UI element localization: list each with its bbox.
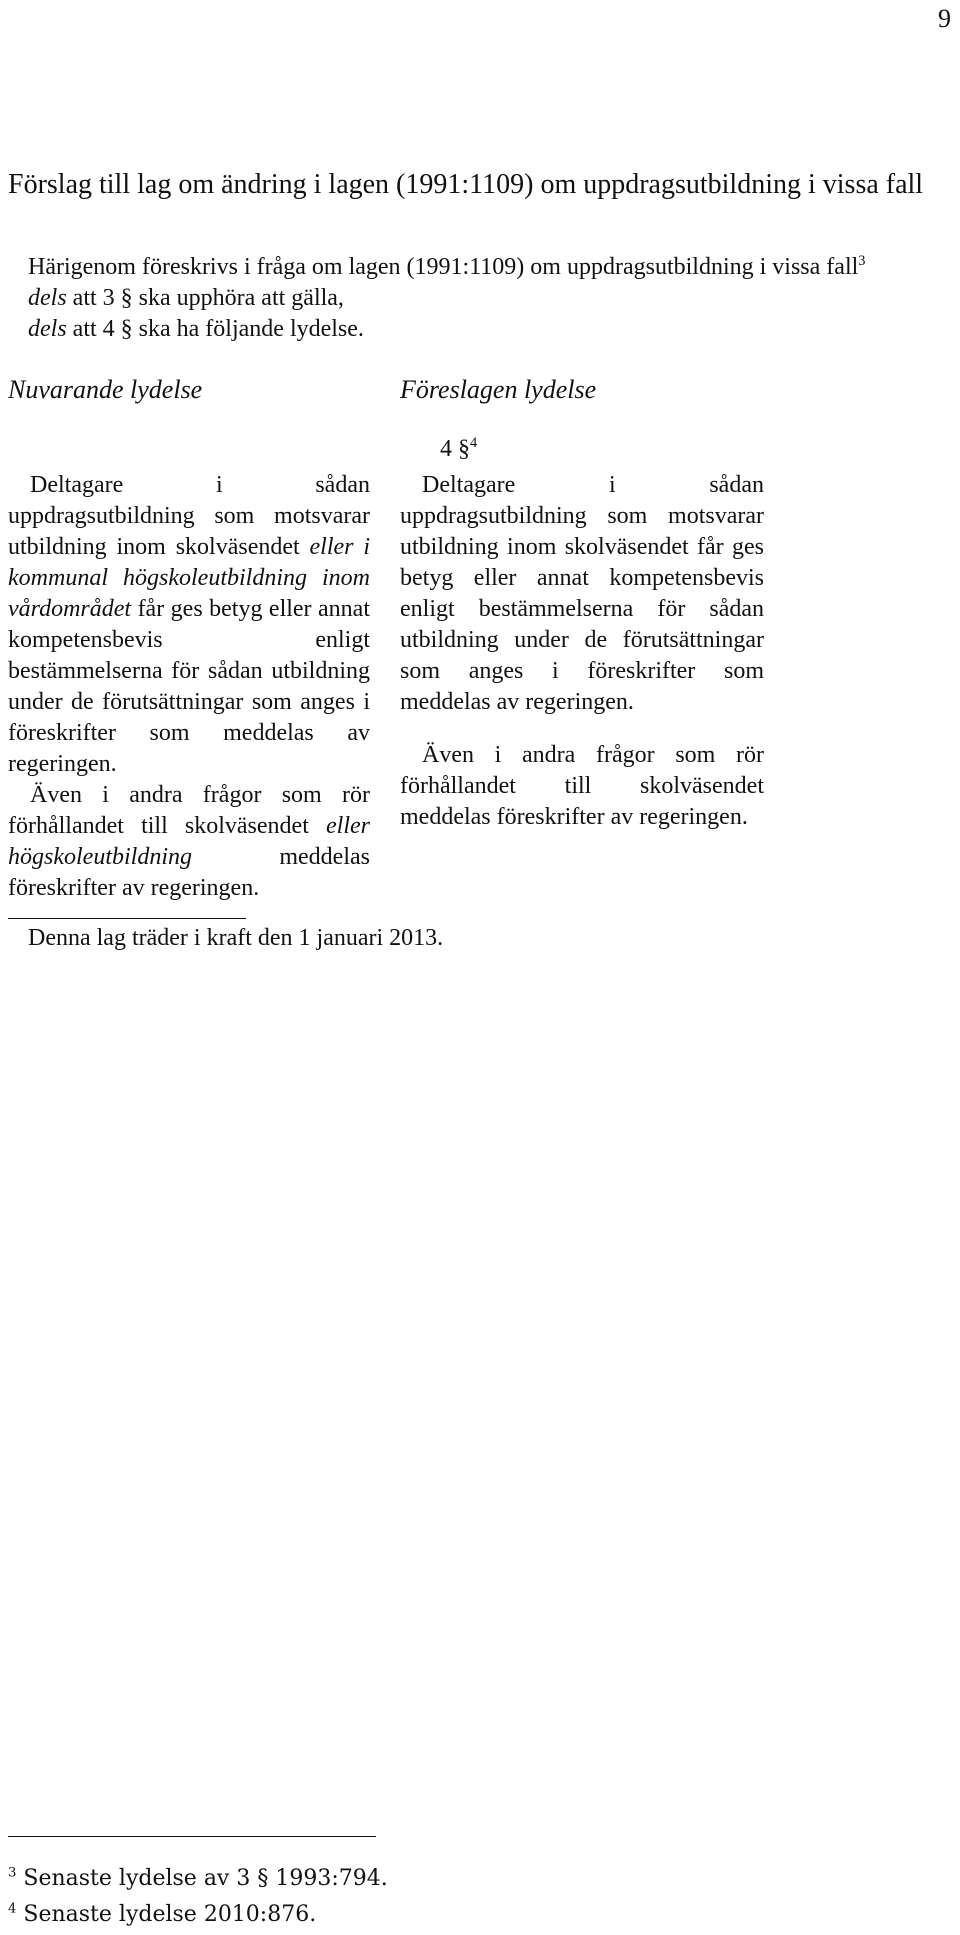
document-title: Förslag till lag om ändring i lagen (1991:1109) om uppdragsutbildning i vissa fall xyxy=(8,169,924,200)
intro-line-3 xyxy=(8,314,938,345)
intro xyxy=(8,252,938,345)
current-wording-column xyxy=(8,470,370,904)
footnote-3-text: Senaste lydelse av 3 § 1993:794. xyxy=(23,1866,388,1891)
intro-line-3-text: att 4 § ska ha följande lydelse. xyxy=(66,316,364,342)
intro-line-1-text: Härigenom föreskrivs i fråga om lagen (1991:1109) om uppdragsutbildning i vissa fall xyxy=(28,254,859,280)
effective-date: Denna lag träder i kraft den 1 januari 2013. xyxy=(28,925,444,951)
footnote-3 xyxy=(8,1866,388,1891)
footnote-ref-3: 3 xyxy=(858,253,866,269)
paragraph-number xyxy=(440,436,477,463)
intro-line-1 xyxy=(8,252,938,283)
footnote-3-marker: 3 xyxy=(8,1865,17,1881)
proposed-paragraph-2: Även i andra frågor som rör förhållandet till skolväsendet meddelas föreskrifter av regeringen. xyxy=(400,742,764,830)
current-p2-text-a: Även i andra frågor som rör förhållandet till skolväsendet xyxy=(8,782,370,839)
current-paragraph-2 xyxy=(8,780,370,904)
proposed-wording-column xyxy=(400,470,764,833)
footnote-ref-4: 4 xyxy=(470,435,478,451)
footnote-4-text: Senaste lydelse 2010:876. xyxy=(23,1902,317,1927)
proposed-paragraph-1: Deltagare i sådan uppdragsutbildning som motsvarar utbildning inom skolväsendet får ges betyg eller annat kompetensbevis enligt bestämmelserna för sådan utbildning under de förutsättningar som anges i föreskrifter som meddelas av regeringen. xyxy=(400,472,764,715)
paragraph-number-text: 4 § xyxy=(440,436,470,462)
footnote-4-marker: 4 xyxy=(8,1901,17,1917)
current-paragraph-1 xyxy=(8,470,370,780)
current-p1-italic: eller i kommunal högskoleutbildning inom vårdområdet xyxy=(8,534,370,622)
current-p1-text-a: Deltagare i sådan uppdragsutbildning som motsvarar utbildning inom skolväsendet xyxy=(8,472,370,560)
proposed-wording-heading: Föreslagen lydelse xyxy=(400,375,597,404)
current-p2-text-b: meddelas föreskrifter av regeringen. xyxy=(8,844,370,901)
page-number: 9 xyxy=(938,4,951,33)
current-wording-heading: Nuvarande lydelse xyxy=(8,375,203,404)
current-p2-italic: eller högskoleutbildning xyxy=(8,813,370,870)
divider-rule xyxy=(8,918,246,919)
intro-line-3-dels: dels xyxy=(28,316,67,342)
intro-line-2-text: att 3 § ska upphöra att gälla, xyxy=(66,285,344,311)
footnote-4 xyxy=(8,1902,316,1927)
footnote-separator xyxy=(8,1836,376,1837)
intro-line-2-dels: dels xyxy=(28,285,67,311)
intro-line-2 xyxy=(8,283,938,314)
current-p1-text-b: får ges betyg eller annat kompetensbevis enligt bestämmelserna för sådan utbildning under de förutsättningar som anges i föreskrifter som meddelas av regeringen. xyxy=(8,596,370,777)
